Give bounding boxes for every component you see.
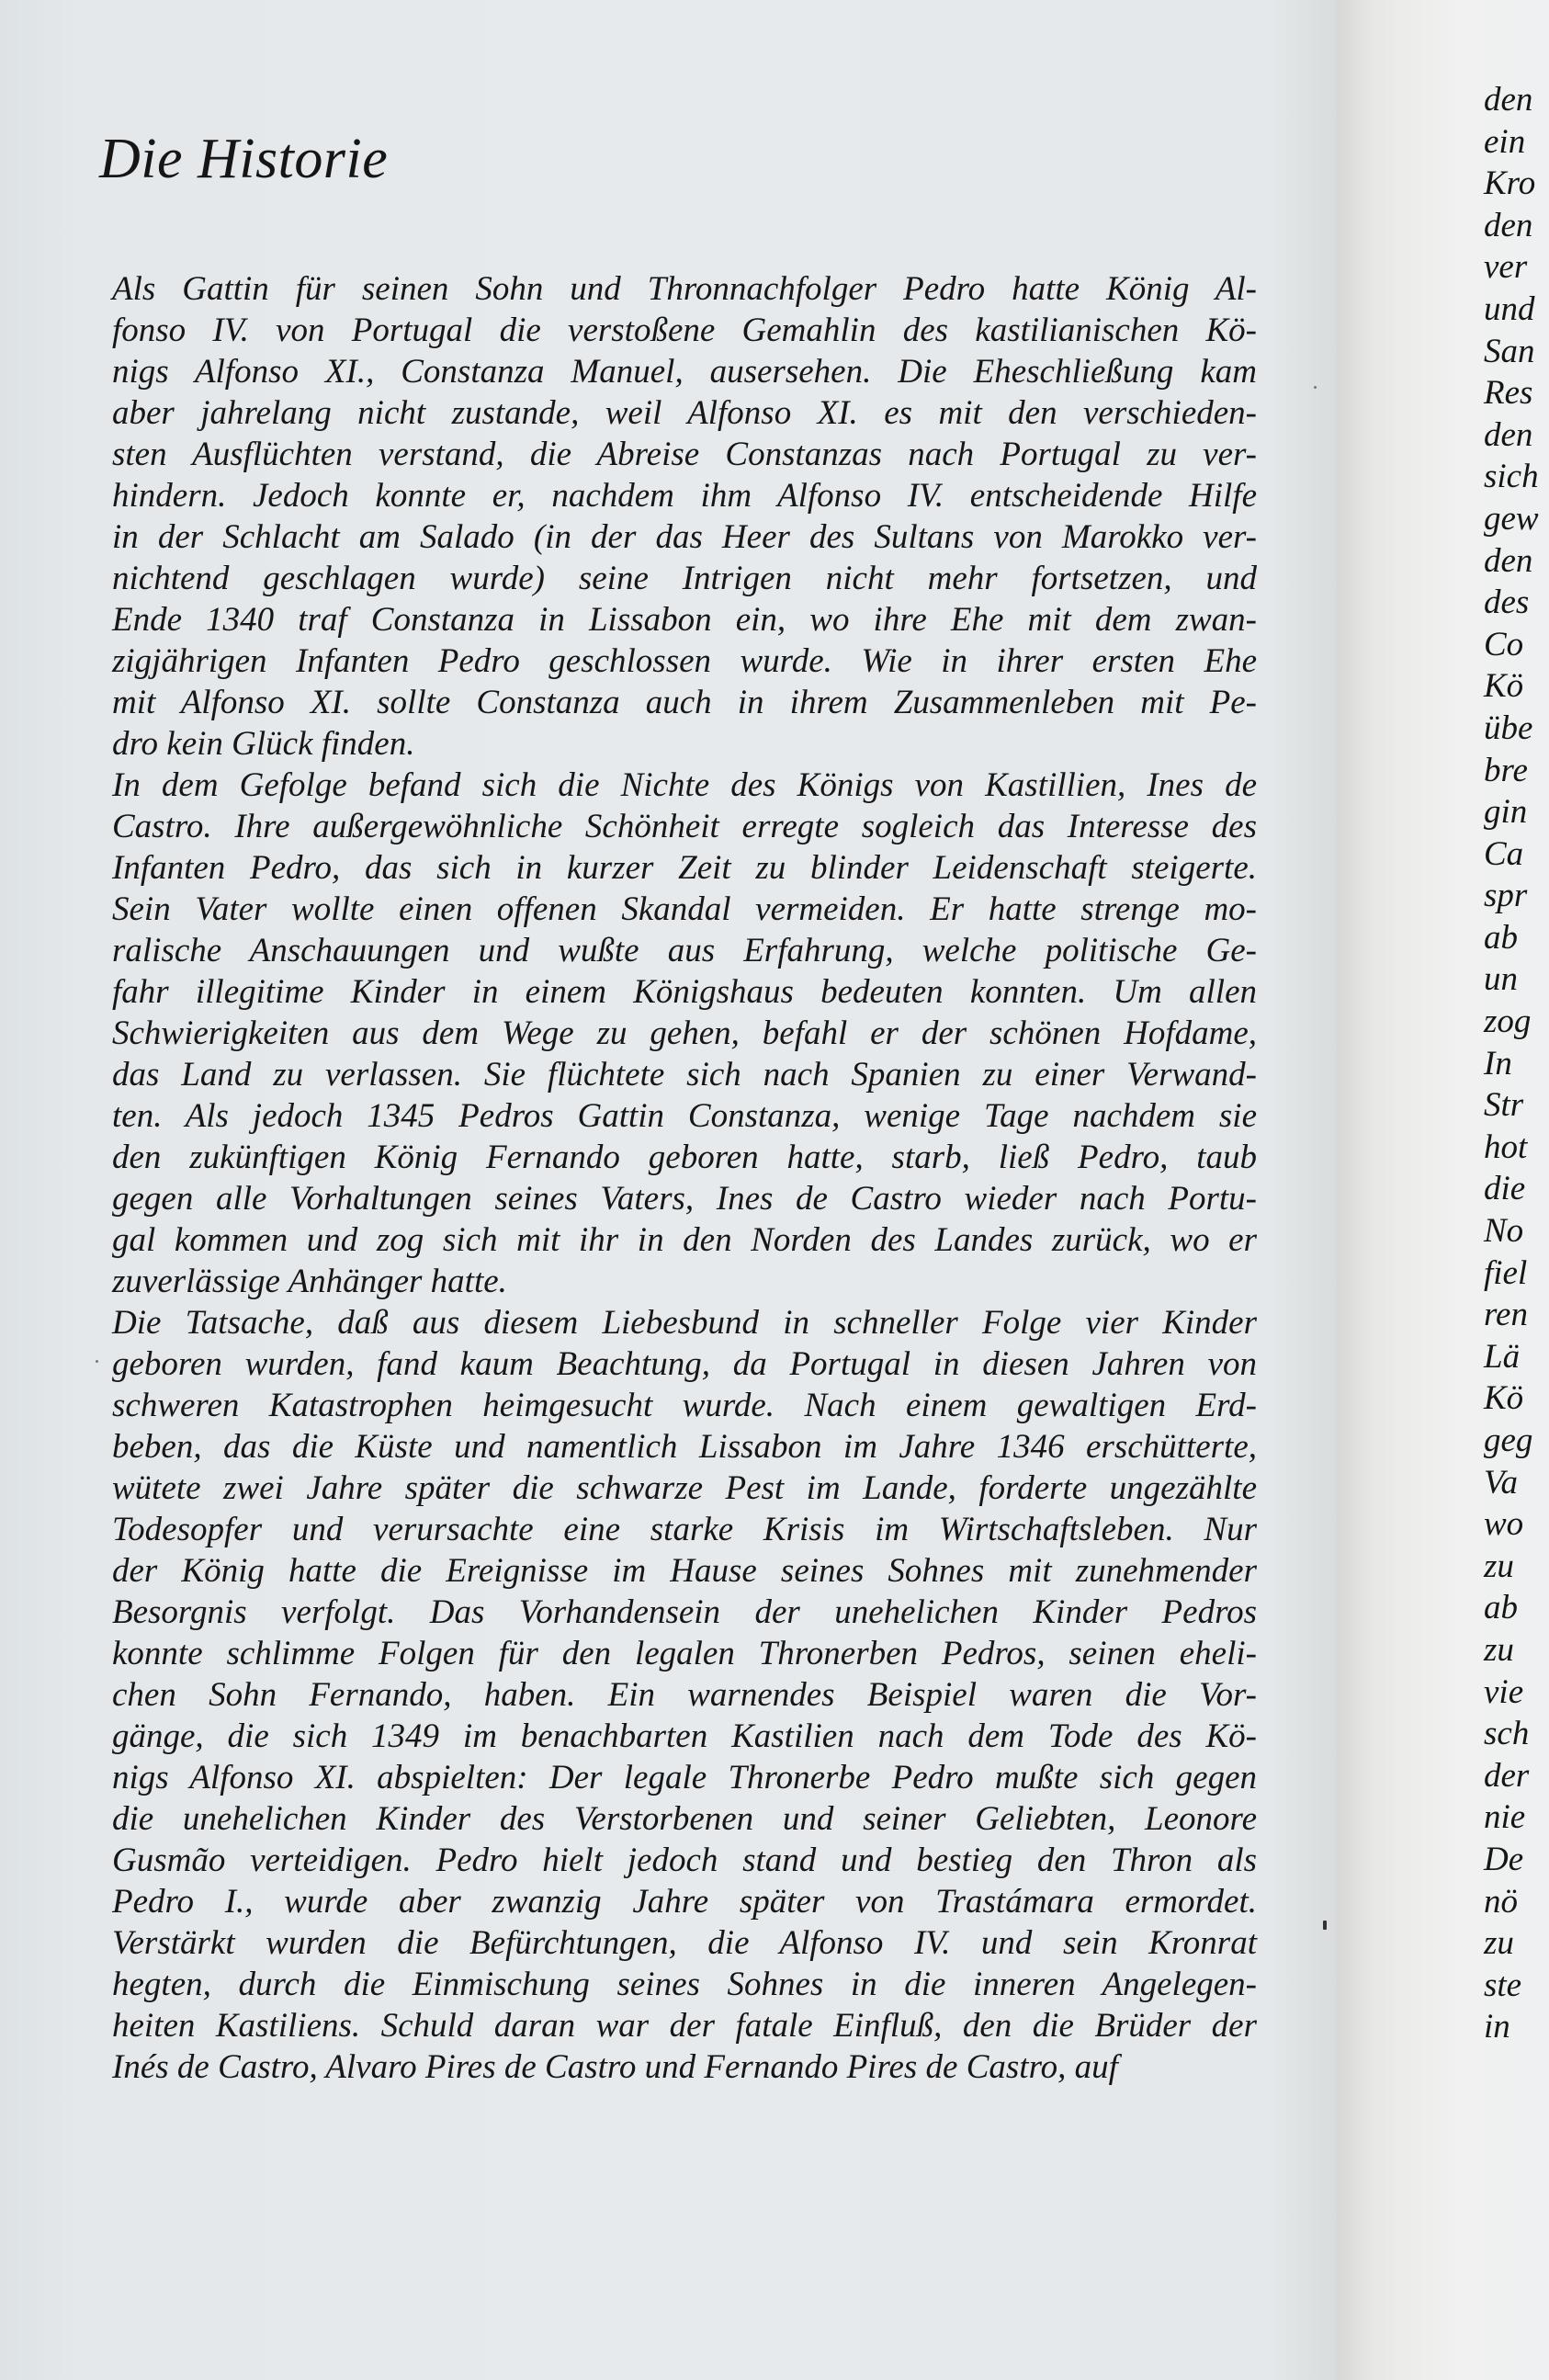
right-page-fragment: wo [1484,1505,1524,1544]
right-page-fragment: Str [1484,1086,1524,1125]
text-line: der König hatte die Ereignisse im Hause seines Sohnes mit zunehmender [112,1552,1257,1590]
text-line: geboren wurden, fand kaum Beachtung, da Portugal in diesen Jahren von [112,1345,1257,1383]
text-line: das Land zu verlassen. Sie flüchtete sich nach Spanien zu einer Verwand- [112,1056,1257,1094]
paper-speck [96,1360,98,1363]
right-page-fragment: hot [1484,1128,1528,1166]
text-line: Todesopfer und verursachte eine starke Krisis im Wirtschaftsleben. Nur [112,1511,1257,1548]
text-line: Castro. Ihre außergewöhnliche Schönheit erregte sogleich das Interesse des [112,808,1257,845]
right-page-fragment: fiel [1484,1253,1528,1292]
text-line: Infanten Pedro, das sich in kurzer Zeit zu blinder Leidenschaft steigerte. [112,849,1257,887]
page-title: Die Historie [99,128,389,190]
right-page-fragment: San [1484,332,1535,370]
text-line: Ende 1340 traf Constanza in Lissabon ein, wo ihre Ehe mit dem zwan- [112,601,1257,639]
right-page-fragment: Co [1484,625,1524,663]
text-line: gänge, die sich 1349 im benachbarten Kastilien nach dem Tode des Kö- [112,1717,1257,1755]
right-page-fragment: zu [1484,1924,1514,1963]
text-line: nigs Alfonso XI. abspielten: Der legale Thronerbe Pedro mußte sich gegen [112,1759,1257,1796]
right-page-fragment: und [1484,289,1535,328]
right-page-fragment: zog [1484,1003,1532,1041]
right-page-fragment: den [1484,206,1533,244]
right-page-fragment: sch [1484,1715,1530,1753]
text-line: heiten Kastiliens. Schuld daran war der fatale Einfluß, den die Brüder der [112,2007,1257,2045]
text-line: mit Alfonso XI. sollte Constanza auch in ihrem Zusammenleben mit Pe- [112,684,1257,721]
text-line: fahr illegitime Kinder in einem Königshaus bedeuten konnten. Um allen [112,973,1257,1011]
text-line: fonso IV. von Portugal die verstoßene Gemahlin des kastilianischen Kö- [112,312,1257,349]
text-line: chen Sohn Fernando, haben. Ein warnendes Beispiel waren die Vor- [112,1676,1257,1714]
right-page-fragment: den [1484,415,1533,454]
right-page-fragment: Va [1484,1463,1518,1502]
text-line: nigs Alfonso XI., Constanza Manuel, ausersehen. Die Eheschließung kam [112,353,1257,391]
right-page-fragment: No [1484,1212,1524,1251]
right-page-fragment: nie [1484,1798,1526,1837]
right-page-fragment: un [1484,960,1518,999]
right-page-fragment: gew [1484,499,1539,538]
text-line: konnte schlimme Folgen für den legalen Thronerben Pedros, seinen eheli- [112,1635,1257,1672]
text-line: hindern. Jedoch konnte er, nachdem ihm Alfonso IV. entscheidende Hilfe [112,477,1257,515]
text-line: Sein Vater wollte einen offenen Skandal vermeiden. Er hatte strenge mo- [112,890,1257,928]
book-gutter [1337,0,1401,2380]
text-line: dro kein Glück finden. [112,725,415,763]
paper-speck [1314,386,1317,389]
right-page-fragment: geg [1484,1422,1533,1459]
right-page-fragment: des [1484,584,1530,622]
right-page-text [1484,79,1539,2048]
text-line: gal kommen und zog sich mit ihr in den Norden des Landes zurück, wo er [112,1221,1257,1259]
text-line: Als Gattin für seinen Sohn und Thronnachfolger Pedro hatte König Al- [112,270,1257,308]
right-page-fragment: ein [1484,122,1526,161]
right-page-fragment: ren [1484,1296,1528,1334]
right-page-fragment: gin [1484,793,1528,832]
right-page-fragment: übe [1484,708,1533,747]
right-page-fragment: ver [1484,248,1528,287]
text-line: Verstärkt wurden die Befürchtungen, die Alfonso IV. und sein Kronrat [112,1924,1257,1962]
text-line: in der Schlacht am Salado (in der das Heer des Sultans von Marokko ver- [112,518,1257,556]
text-line: zuverlässige Anhänger hatte. [112,1263,507,1300]
right-page-fragment: zu [1484,1630,1514,1669]
text-line: beben, das die Küste und namentlich Lissabon im Jahre 1346 erschütterte, [112,1428,1257,1466]
right-page-fragment: In [1484,1044,1512,1082]
text-line: wütete zwei Jahre später die schwarze Pest im Lande, forderte ungezählte [112,1469,1257,1507]
right-page-fragment: ab [1484,918,1518,957]
text-line: Pedro I., wurde aber zwanzig Jahre später von Trastámara ermordet. [112,1883,1257,1921]
paper-mark [1323,1921,1327,1930]
right-page-fragment: ste [1484,1966,1522,2004]
right-page-fragment: zu [1484,1547,1514,1585]
text-line: hegten, durch die Einmischung seines Sohnes in die inneren Angelegen- [112,1966,1257,2003]
right-page-fragment: Res [1484,374,1533,413]
right-page-fragment: vie [1484,1672,1524,1711]
text-line: Besorgnis verfolgt. Das Vorhandensein der unehelichen Kinder Pedros [112,1593,1257,1631]
text-line: Schwierigkeiten aus dem Wege zu gehen, befahl er der schönen Hofdame, [112,1014,1257,1052]
text-line: Gusmão verteidigen. Pedro hielt jedoch stand und bestieg den Thron als [112,1842,1257,1879]
right-page-fragment: nö [1484,1882,1518,1921]
right-page-fragment: Kö [1484,667,1524,706]
text-line: sten Ausflüchten verstand, die Abreise Constanzas nach Portugal zu ver- [112,436,1257,473]
text-line: schweren Katastrophen heimgesucht wurde. Nach einem gewaltigen Erd- [112,1387,1257,1424]
right-page-fragment: bre [1484,751,1528,789]
right-page-fragment: spr [1484,877,1528,915]
right-page-fragment: Kö [1484,1379,1524,1418]
body-text [112,268,1257,2088]
text-line: nichtend geschlagen wurde) seine Intrigen nicht mehr fortsetzen, und [112,560,1257,597]
right-page-fragment: ab [1484,1589,1518,1627]
right-page-fragment: den [1484,541,1533,580]
right-page-fragment: Ca [1484,834,1524,873]
text-line: Die Tatsache, daß aus diesem Liebesbund in schneller Folge vier Kinder [112,1304,1257,1342]
right-page-fragment: in [1484,2008,1510,2046]
text-line: Inés de Castro, Alvaro Pires de Castro und Fernando Pires de Castro, auf [112,2048,1118,2086]
right-page-fragment: den [1484,81,1533,119]
text-line: die unehelichen Kinder des Verstorbenen und seiner Geliebten, Leonore [112,1800,1257,1838]
right-page-fragment: der [1484,1756,1530,1795]
right-page-fragment: Kro [1484,164,1536,203]
text-line: den zukünftigen König Fernando geboren hatte, starb, ließ Pedro, taub [112,1139,1257,1176]
right-page-fragment: die [1484,1170,1526,1208]
text-line: ten. Als jedoch 1345 Pedros Gattin Constanza, wenige Tage nachdem sie [112,1097,1257,1135]
text-line: zigjährigen Infanten Pedro geschlossen wurde. Wie in ihrer ersten Ehe [112,642,1257,680]
right-page-fragment: Lä [1484,1337,1521,1376]
text-line: ralische Anschauungen und wußte aus Erfahrung, welche politische Ge- [112,932,1257,969]
right-page-fragment: De [1484,1840,1524,1878]
right-page-fragment: sich [1484,458,1539,496]
text-line: aber jahrelang nicht zustande, weil Alfonso XI. es mit den verschieden- [112,394,1257,432]
text-line: In dem Gefolge befand sich die Nichte des Königs von Kastillien, Ines de [112,766,1257,804]
text-line: gegen alle Vorhaltungen seines Vaters, Ines de Castro wieder nach Portu- [112,1180,1257,1218]
